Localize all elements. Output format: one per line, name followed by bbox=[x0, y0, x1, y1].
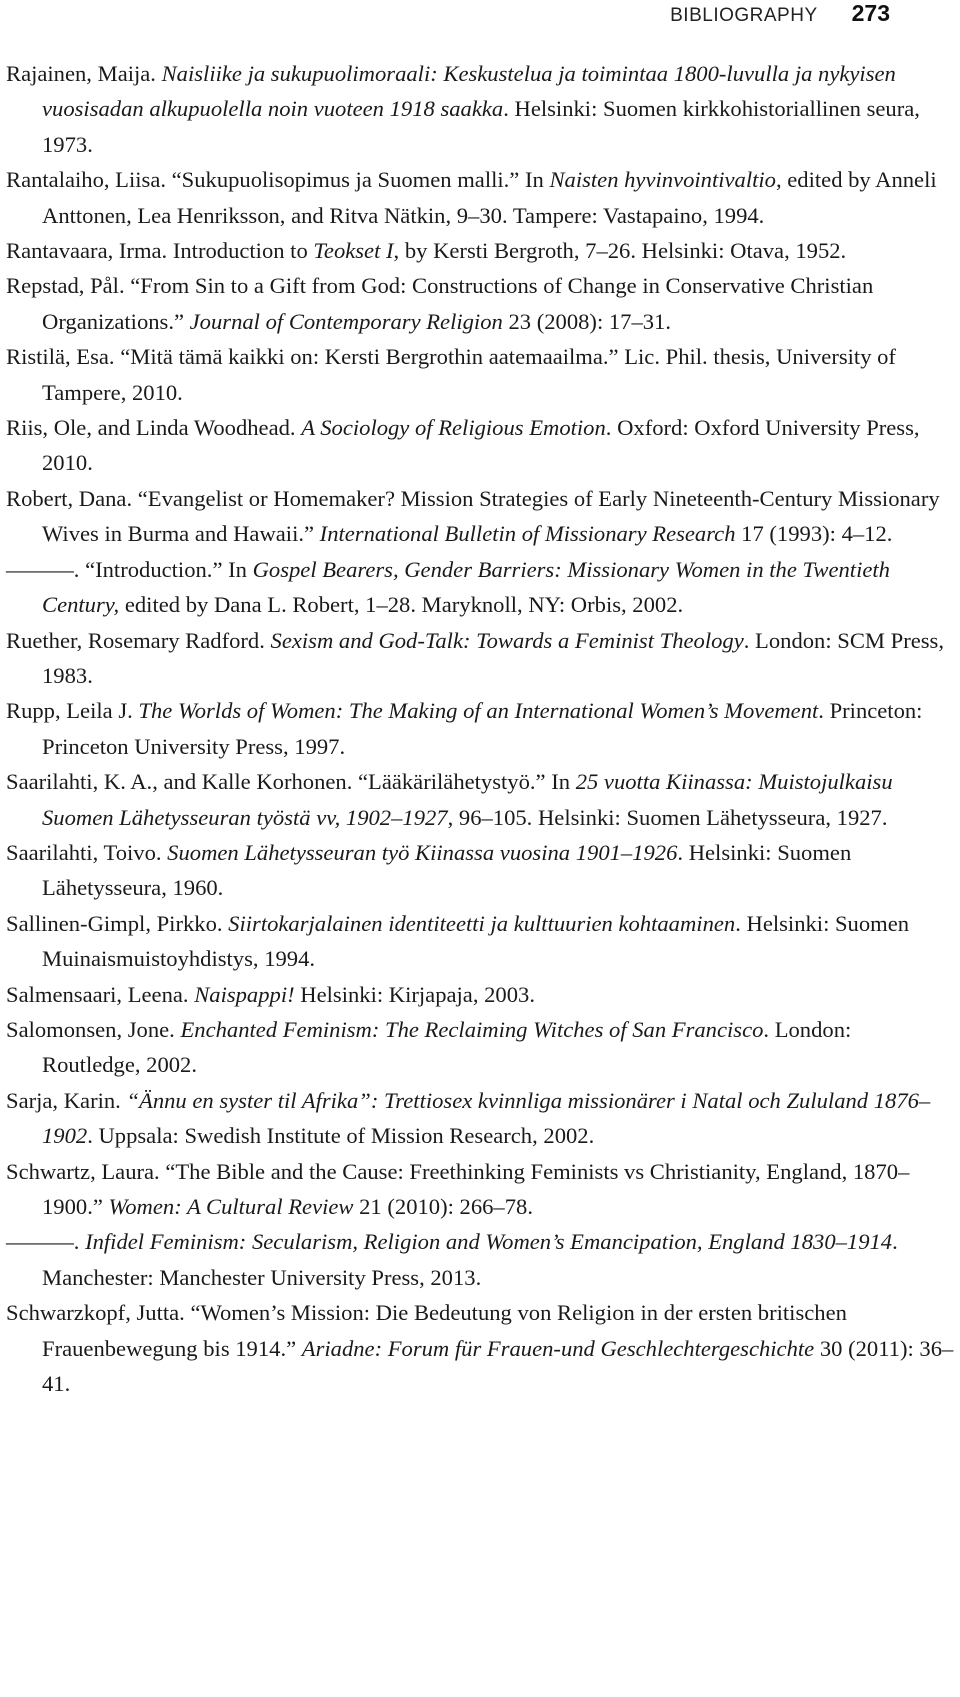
entry-text: . Oxford: Oxford University Press, 2010. bbox=[42, 415, 920, 476]
bibliography-entry bbox=[6, 693, 954, 764]
entry-text: 23 (2008): 17–31. bbox=[502, 308, 671, 334]
entry-text: . Manchester: Manchester University Press, 2013. bbox=[42, 1229, 898, 1290]
entry-text: . London: SCM Press, 1983. bbox=[42, 627, 944, 688]
bibliography-entry bbox=[6, 268, 954, 339]
entry-text: . Princeton: Princeton University Press, 1997. bbox=[42, 698, 923, 759]
bibliography-entry bbox=[6, 835, 954, 906]
entry-text: Salmensaari, Leena. bbox=[6, 981, 195, 1007]
entry-text: Rupp, Leila J. bbox=[6, 698, 139, 724]
entry-text: Sallinen-Gimpl, Pirkko. bbox=[6, 910, 229, 936]
bibliography-entry bbox=[6, 977, 954, 1012]
entry-text: 17 (1993): 4–12. bbox=[735, 521, 893, 547]
entry-text: 30 (2011): 36–41. bbox=[42, 1335, 954, 1397]
entry-text: , edited by Anneli Anttonen, Lea Henriksson, and Ritva Nätkin, 9–30. Tampere: Vastapaino, 1994. bbox=[42, 167, 937, 228]
entry-title-italic: Gospel Bearers, Gender Barriers: Missionary Women in the Twentieth Century, bbox=[42, 556, 890, 618]
bibliography-entry bbox=[6, 1224, 954, 1295]
bibliography-list bbox=[6, 56, 954, 1401]
entry-text: . London: Routledge, 2002. bbox=[42, 1016, 852, 1078]
entry-text: Ruether, Rosemary Radford. bbox=[6, 627, 271, 653]
entry-title-italic: Infidel Feminism: Secularism, Religion and Women’s Emancipation, England 1830–1914 bbox=[85, 1229, 893, 1255]
bibliography-entry bbox=[6, 233, 954, 268]
entry-text: . Uppsala: Swedish Institute of Mission Research, 2002. bbox=[87, 1123, 595, 1149]
entry-text: Rantavaara, Irma. Introduction to bbox=[6, 238, 314, 264]
entry-title-italic: Ariadne: Forum für Frauen-und Geschlechtergeschichte bbox=[301, 1335, 815, 1361]
entry-text: . Helsinki: Suomen Muinaismuistoyhdistys, 1994. bbox=[42, 910, 910, 972]
entry-title-italic: Naisliike ja sukupuolimoraali: Keskustelua ja toimintaa 1800-luvulla ja nykyisen vuosisadan alkupuolella noin vuoteen 1918 saakka bbox=[42, 61, 896, 122]
entry-text: , 96–105. Helsinki: Suomen Lähetysseura, 1927. bbox=[447, 804, 888, 830]
entry-text: Riis, Ole, and Linda Woodhead. bbox=[6, 415, 302, 441]
bibliography-entry bbox=[6, 1295, 954, 1401]
entry-text: ———. bbox=[6, 1229, 86, 1255]
entry-title-italic: Enchanted Feminism: The Reclaiming Witches of San Francisco bbox=[180, 1016, 764, 1042]
entry-text: ———. “Introduction.” In bbox=[6, 556, 253, 582]
entry-title-italic: Sexism and God-Talk: Towards a Feminist Theology bbox=[270, 627, 744, 653]
entry-text: Salomonsen, Jone. bbox=[6, 1016, 181, 1042]
entry-text: 21 (2010): 266–78. bbox=[353, 1194, 533, 1219]
entry-title-italic: Women: A Cultural Review bbox=[108, 1194, 354, 1219]
entry-title-italic: International Bulletin of Missionary Research bbox=[319, 521, 736, 547]
entry-title-italic: Siirtokarjalainen identiteetti ja kulttuurien kohtaaminen bbox=[228, 910, 736, 936]
entry-title-italic: “Ännu en syster til Afrika”: Trettiosex kvinnliga missionärer i Natal och Zululand 1876–1902 bbox=[42, 1087, 931, 1149]
entry-title-italic: A Sociology of Religious Emotion bbox=[301, 415, 606, 441]
entry-text: Sarja, Karin. bbox=[6, 1087, 127, 1113]
entry-title-italic: Journal of Contemporary Religion bbox=[189, 308, 503, 334]
entry-title-italic: Naispappi! bbox=[194, 981, 295, 1007]
entry-title-italic: Teokset I bbox=[313, 238, 394, 264]
entry-text: edited by Dana L. Robert, 1–28. Maryknoll, NY: Orbis, 2002. bbox=[119, 592, 684, 618]
bibliography-entry bbox=[6, 481, 954, 552]
page-number: 273 bbox=[851, 0, 890, 26]
bibliography-entry bbox=[6, 56, 954, 162]
entry-text: Saarilahti, K. A., and Kalle Korhonen. “Lääkärilähetystyö.” In bbox=[6, 769, 576, 795]
bibliography-entry bbox=[6, 1012, 954, 1083]
entry-text: Schwarzkopf, Jutta. “Women’s Mission: Die Bedeutung von Religion in der ersten britischen Frauenbewegung bis 1914.” bbox=[6, 1300, 847, 1361]
bibliography-entry bbox=[6, 623, 954, 694]
bibliography-entry bbox=[6, 764, 954, 835]
entry-title-italic: Naisten hyvinvointivaltio bbox=[549, 167, 776, 193]
entry-title-italic: 25 vuotta Kiinassa: Muistojulkaisu Suomen Lähetysseuran työstä vv, 1902–1927 bbox=[42, 769, 893, 830]
entry-text: Schwartz, Laura. “The Bible and the Cause: Freethinking Feminists vs Christianity, England, 1870–1900.” bbox=[6, 1158, 910, 1219]
bibliography-entry bbox=[6, 552, 954, 623]
running-head: BIBLIOGRAPHY bbox=[670, 5, 818, 26]
entry-text: Saarilahti, Toivo. bbox=[6, 839, 168, 865]
entry-text: . Helsinki: Suomen Lähetysseura, 1960. bbox=[42, 839, 852, 901]
bibliography-entry bbox=[6, 162, 954, 233]
entry-text: Repstad, Pål. “From Sin to a Gift from God: Constructions of Change in Conservative Christian Organizations.” bbox=[6, 273, 874, 334]
entry-text: Ristilä, Esa. “Mitä tämä kaikki on: Kersti Bergrothin aatemaailma.” Lic. Phil. thesis, University of Tampere, 2010. bbox=[6, 344, 896, 405]
entry-text: Rantalaiho, Liisa. “Sukupuolisopimus ja Suomen malli.” In bbox=[6, 167, 550, 193]
entry-title-italic: The Worlds of Women: The Making of an International Women’s Movement bbox=[138, 698, 819, 724]
entry-text: Helsinki: Kirjapaja, 2003. bbox=[294, 981, 535, 1007]
bibliography-entry bbox=[6, 1083, 954, 1154]
entry-text: Rajainen, Maija. bbox=[6, 61, 162, 86]
bibliography-entry bbox=[6, 410, 954, 481]
entry-title-italic: Suomen Lähetysseuran työ Kiinassa vuosina 1901–1926 bbox=[167, 839, 678, 865]
bibliography-entry bbox=[6, 906, 954, 977]
bibliography-entry bbox=[6, 339, 954, 410]
page-header bbox=[670, 0, 890, 28]
entry-text: Robert, Dana. “Evangelist or Homemaker? Mission Strategies of Early Nineteenth-Century Missionary Wives in Burma and Hawaii.” bbox=[6, 485, 940, 547]
entry-text: . Helsinki: Suomen kirkkohistoriallinen seura, 1973. bbox=[42, 96, 920, 157]
bibliography-entry bbox=[6, 1154, 954, 1225]
entry-text: , by Kersti Bergroth, 7–26. Helsinki: Otava, 1952. bbox=[393, 238, 847, 264]
